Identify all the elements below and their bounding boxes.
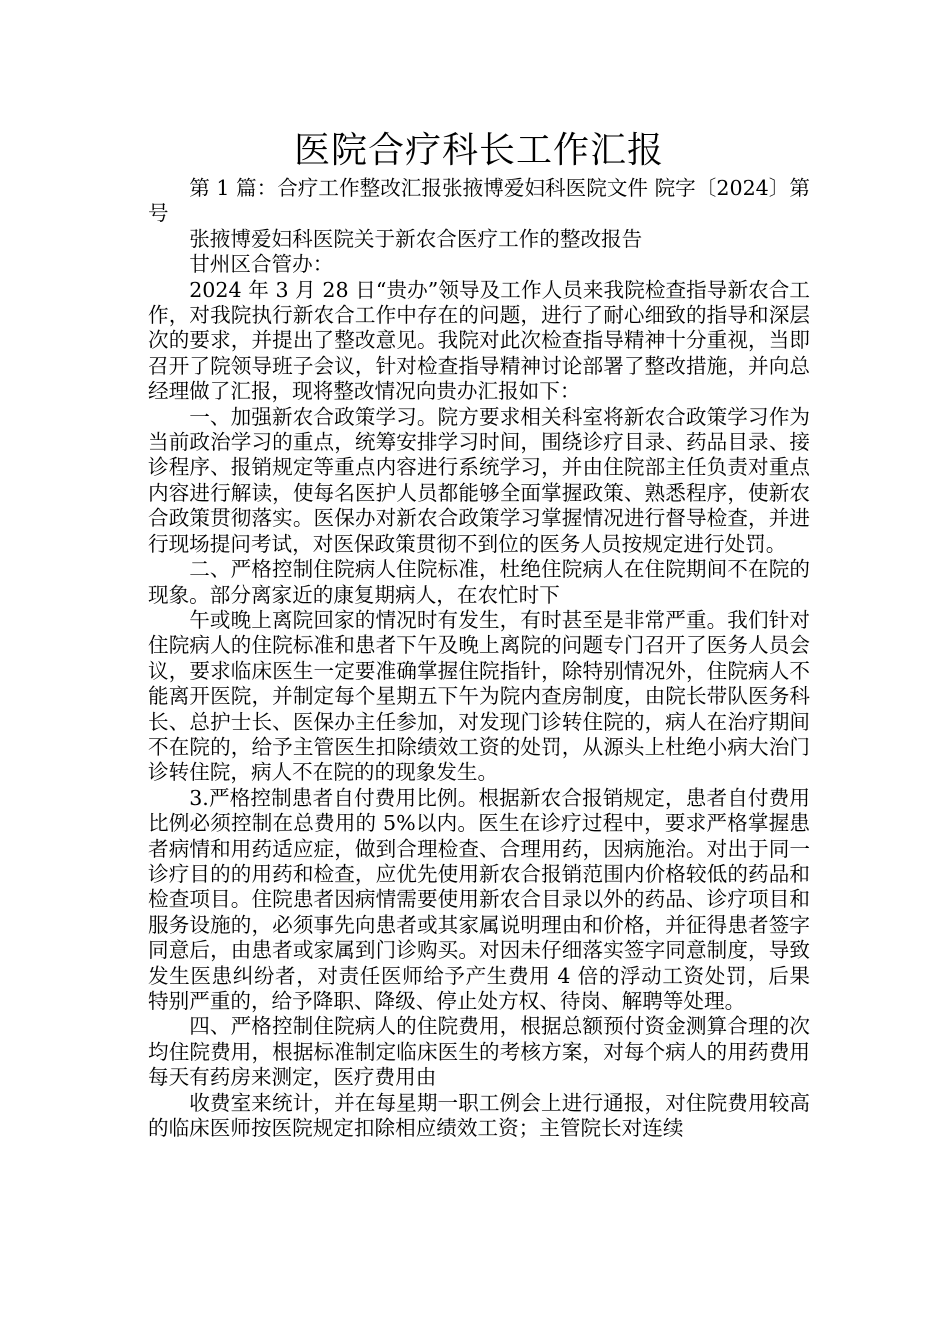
- paragraph-report-title: 张掖博爱妇科医院关于新农合医疗工作的整改报告: [189, 226, 643, 251]
- paragraph-section-2-cont: 午或晚上离院回家的情况时有发生，有时甚至是非常严重。我们针对住院病人的住院标准和患者下午及晚上离院的问题专门召开了医务人员会议，要求临床医生一定要准确掌握住院指针，除特别情况外，住院病人不能离开医院，并制定每个星期五下午为院内查房制度，由院长带队医务科长、总护士长、医保办主任参加，对发现门诊转住院的，病人在治疗期间不在院的，给予主管医生扣除绩效工资的处罚，从源头上杜绝小病大治门诊转住院，病人不在院的的现象发生。: [148, 607, 810, 785]
- paragraph-heading-1: 第 1 篇：合疗工作整改汇报张掖博爱妇科医院文件 院字〔2024〕第号: [148, 176, 810, 226]
- paragraph-section-4: 四、严格控制住院病人的住院费用，根据总额预付资金测算合理的次均住院费用，根据标准制定临床医生的考核方案，对每个病人的用药费用每天有药房来测定，医疗费用由: [148, 1014, 810, 1090]
- document-title: 医院合疗科长工作汇报: [293, 130, 664, 171]
- paragraph-section-2: 二、严格控制住院病人住院标准，杜绝住院病人在住院期间不在院的现象。部分离家近的康复期病人，在农忙时下: [148, 557, 810, 607]
- paragraph-section-4-cont: 收费室来统计，并在每星期一职工例会上进行通报，对住院费用较高的临床医师按医院规定扣除相应绩效工资；主管院长对连续: [148, 1090, 810, 1141]
- paragraph-section-1: 一、加强新农合政策学习。院方要求相关科室将新农合政策学习作为当前政治学习的重点，统筹安排学习时间，围绕诊疗目录、药品目录、接诊程序、报销规定等重点内容进行系统学习，并由住院部主任负责对重点内容进行解读，使每名医护人员都能够全面掌握政策、熟悉程序，使新农合政策贯彻落实。医保办对新农合政策学习掌握情况进行督导检查，并进行现场提问考试，对医保政策贯彻不到位的医务人员按规定进行处罚。: [148, 404, 810, 556]
- paragraph-intro: 2024 年 3 月 28 日“贵办”领导及工作人员来我院检查指导新农合工作，对我院执行新农合工作中存在的问题，进行了耐心细致的指导和深层次的要求，并提出了整改意见。我院对此次检查指导精神十分重视，当即召开了院领导班子会议，针对检查指导精神讨论部署了整改措施，并向总经理做了汇报，现将整改情况向贵办汇报如下：: [148, 277, 810, 404]
- paragraph-section-3: 3.严格控制患者自付费用比例。根据新农合报销规定，患者自付费用比例必须控制在总费用的 5%以内。医生在诊疗过程中，要求严格掌握患者病情和用药适应症，做到合理检查、合理用药，因病施治。对出于同一诊疗目的的用药和检查，应优先使用新农合报销范围内价格较低的药品和检查项目。住院患者因病情需要使用新农合目录以外的药品、诊疗项目和服务设施的，必须事先向患者或其家属说明理由和价格，并征得患者签字同意后，由患者或家属到门诊购买。对因未仔细落实签字同意制度，导致发生医患纠纷者，对责任医师给予产生费用 4 倍的浮动工资处罚，后果特别严重的，给予降职、降级、停止处方权、待岗、解聘等处理。: [148, 785, 810, 1013]
- document-page: [148, 128, 810, 1141]
- paragraph-addressee: 甘州区合管办：: [189, 252, 334, 277]
